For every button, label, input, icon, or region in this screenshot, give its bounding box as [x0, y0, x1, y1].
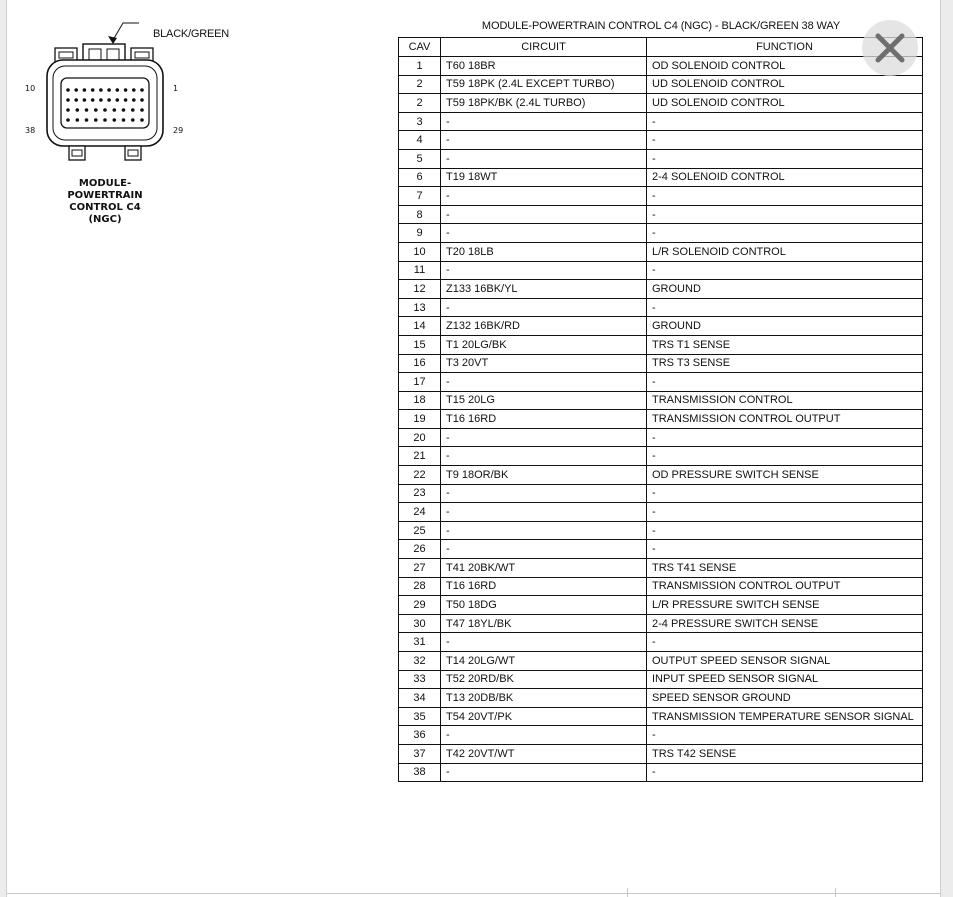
connector-pin — [113, 118, 117, 122]
connector-title — [55, 178, 155, 226]
connector-pin — [113, 108, 117, 112]
connector-pin — [140, 108, 144, 112]
close-button[interactable] — [862, 20, 918, 76]
connector-pin — [85, 118, 89, 122]
cav-cell: 20 — [399, 428, 441, 447]
table-row — [399, 410, 923, 429]
circuit-cell: - — [441, 112, 647, 131]
cav-cell: 29 — [399, 596, 441, 615]
circuit-cell: - — [441, 428, 647, 447]
connector-pin — [99, 98, 103, 102]
circuit-cell: T20 18LB — [441, 242, 647, 261]
connector-pin — [140, 118, 144, 122]
connector-pin — [66, 98, 70, 102]
circuit-cell: - — [441, 763, 647, 782]
circuit-cell: - — [441, 484, 647, 503]
cav-cell: 5 — [399, 149, 441, 168]
circuit-cell: - — [441, 726, 647, 745]
circuit-cell: T42 20VT/WT — [441, 744, 647, 763]
circuit-cell: - — [441, 224, 647, 243]
page-bottom-tick — [627, 888, 628, 897]
cav-cell: 30 — [399, 614, 441, 633]
table-row — [399, 317, 923, 336]
cav-cell: 27 — [399, 559, 441, 578]
function-cell: OD SOLENOID CONTROL — [647, 57, 923, 76]
connector-pin — [116, 88, 120, 92]
function-cell: L/R SOLENOID CONTROL — [647, 242, 923, 261]
table-row — [399, 670, 923, 689]
table-row — [399, 447, 923, 466]
connector-pin — [140, 88, 144, 92]
function-cell: - — [647, 205, 923, 224]
cav-cell: 8 — [399, 205, 441, 224]
function-cell: TRANSMISSION CONTROL OUTPUT — [647, 410, 923, 429]
function-cell: - — [647, 447, 923, 466]
connector-pin — [76, 108, 80, 112]
connector-pin — [131, 108, 135, 112]
document-page — [6, 0, 941, 897]
table-row — [399, 187, 923, 206]
circuit-cell: T16 16RD — [441, 410, 647, 429]
connector-pin — [85, 108, 89, 112]
connector-pin — [122, 118, 126, 122]
cav-cell: 31 — [399, 633, 441, 652]
table-row — [399, 149, 923, 168]
circuit-cell: T3 20VT — [441, 354, 647, 373]
connector-pin — [83, 88, 87, 92]
cav-cell: 25 — [399, 521, 441, 540]
cav-cell: 24 — [399, 503, 441, 522]
pin-label-38: 38 — [25, 126, 36, 135]
connector-pin — [131, 118, 135, 122]
circuit-cell: T59 18PK/BK (2.4L TURBO) — [441, 94, 647, 113]
cav-cell: 37 — [399, 744, 441, 763]
table-row — [399, 131, 923, 150]
table-row — [399, 75, 923, 94]
connector-pin — [99, 88, 103, 92]
function-cell: UD SOLENOID CONTROL — [647, 75, 923, 94]
function-cell: TRANSMISSION CONTROL — [647, 391, 923, 410]
table-row — [399, 577, 923, 596]
cav-cell: 18 — [399, 391, 441, 410]
function-cell: - — [647, 521, 923, 540]
connector-pin — [66, 118, 70, 122]
table-row — [399, 744, 923, 763]
cav-cell: 23 — [399, 484, 441, 503]
connector-title-line: CONTROL C4 — [69, 202, 141, 213]
circuit-cell: - — [441, 373, 647, 392]
table-row — [399, 633, 923, 652]
cav-cell: 16 — [399, 354, 441, 373]
function-cell: 2-4 PRESSURE SWITCH SENSE — [647, 614, 923, 633]
table-row — [399, 428, 923, 447]
cav-cell: 33 — [399, 670, 441, 689]
circuit-cell: T13 20DB/BK — [441, 689, 647, 708]
header-function: FUNCTION — [647, 38, 923, 57]
cav-cell: 6 — [399, 168, 441, 187]
table-row — [399, 354, 923, 373]
cav-cell: 13 — [399, 298, 441, 317]
connector-pin — [74, 88, 78, 92]
connector-pin — [122, 108, 126, 112]
cav-cell: 15 — [399, 335, 441, 354]
cav-cell: 34 — [399, 689, 441, 708]
table-row — [399, 57, 923, 76]
table-row — [399, 242, 923, 261]
cav-cell: 35 — [399, 707, 441, 726]
circuit-cell: Z133 16BK/YL — [441, 280, 647, 299]
table-row — [399, 224, 923, 243]
connector-pin — [83, 98, 87, 102]
function-cell: - — [647, 261, 923, 280]
page-bottom-tick — [835, 888, 836, 897]
circuit-cell: - — [441, 261, 647, 280]
connector-title-line: (NGC) — [88, 214, 122, 225]
connector-pin — [132, 88, 136, 92]
table-row — [399, 596, 923, 615]
table-row — [399, 298, 923, 317]
function-cell: TRANSMISSION TEMPERATURE SENSOR SIGNAL — [647, 707, 923, 726]
circuit-cell: T15 20LG — [441, 391, 647, 410]
cav-cell: 1 — [399, 57, 441, 76]
function-cell: - — [647, 298, 923, 317]
header-circuit: CIRCUIT — [441, 38, 647, 57]
table-row — [399, 559, 923, 578]
circuit-cell: - — [441, 521, 647, 540]
function-cell: - — [647, 484, 923, 503]
table-row — [399, 112, 923, 131]
cav-cell: 36 — [399, 726, 441, 745]
function-cell: INPUT SPEED SENSOR SIGNAL — [647, 670, 923, 689]
connector-pin — [116, 98, 120, 102]
cav-cell: 12 — [399, 280, 441, 299]
function-cell: GROUND — [647, 317, 923, 336]
function-cell: TRANSMISSION CONTROL OUTPUT — [647, 577, 923, 596]
table-header-row — [399, 38, 923, 57]
connector-pin — [107, 98, 111, 102]
close-icon — [873, 31, 907, 65]
table-caption: MODULE-POWERTRAIN CONTROL C4 (NGC) - BLACK/GREEN 38 WAY — [481, 20, 841, 32]
circuit-cell: - — [441, 633, 647, 652]
table-row — [399, 335, 923, 354]
header-cav: CAV — [399, 38, 441, 57]
function-cell: - — [647, 633, 923, 652]
connector-pin — [124, 88, 128, 92]
circuit-cell: T9 18OR/BK — [441, 466, 647, 485]
connector-pin — [66, 88, 70, 92]
table-row — [399, 466, 923, 485]
connector-pin — [74, 98, 78, 102]
circuit-cell: T1 20LG/BK — [441, 335, 647, 354]
function-cell: - — [647, 149, 923, 168]
cav-cell: 38 — [399, 763, 441, 782]
circuit-cell: T59 18PK (2.4L EXCEPT TURBO) — [441, 75, 647, 94]
circuit-cell: - — [441, 187, 647, 206]
function-cell: TRS T1 SENSE — [647, 335, 923, 354]
circuit-cell: T14 20LG/WT — [441, 652, 647, 671]
function-cell: TRS T42 SENSE — [647, 744, 923, 763]
function-cell: - — [647, 131, 923, 150]
circuit-cell: - — [441, 205, 647, 224]
function-cell: - — [647, 763, 923, 782]
function-cell: OD PRESSURE SWITCH SENSE — [647, 466, 923, 485]
table-row — [399, 521, 923, 540]
circuit-cell: T16 16RD — [441, 577, 647, 596]
connector-color-label: BLACK/GREEN — [153, 28, 230, 40]
pin-label-29: 29 — [173, 126, 184, 135]
cav-cell: 32 — [399, 652, 441, 671]
circuit-cell: - — [441, 131, 647, 150]
table-row — [399, 652, 923, 671]
circuit-cell: T47 18YL/BK — [441, 614, 647, 633]
connector-pin — [107, 88, 111, 92]
table-row — [399, 94, 923, 113]
connector-pin — [91, 98, 95, 102]
table-row — [399, 205, 923, 224]
connector-pin — [124, 98, 128, 102]
cav-cell: 10 — [399, 242, 441, 261]
connector-pin — [76, 118, 80, 122]
function-cell: - — [647, 428, 923, 447]
table-row — [399, 168, 923, 187]
circuit-cell: T52 20RD/BK — [441, 670, 647, 689]
connector-pin — [91, 88, 95, 92]
function-cell: - — [647, 726, 923, 745]
table-row — [399, 373, 923, 392]
table-row — [399, 540, 923, 559]
function-cell: OUTPUT SPEED SENSOR SIGNAL — [647, 652, 923, 671]
table-row — [399, 689, 923, 708]
cav-cell: 22 — [399, 466, 441, 485]
connector-pin — [94, 108, 98, 112]
function-cell: - — [647, 112, 923, 131]
connector-title-line: POWERTRAIN — [67, 190, 143, 201]
connector-title-line: MODULE- — [78, 178, 132, 189]
cav-cell: 9 — [399, 224, 441, 243]
circuit-cell: Z132 16BK/RD — [441, 317, 647, 336]
cav-cell: 26 — [399, 540, 441, 559]
function-cell: - — [647, 373, 923, 392]
circuit-cell: T50 18DG — [441, 596, 647, 615]
cav-cell: 21 — [399, 447, 441, 466]
cav-cell: 2 — [399, 94, 441, 113]
connector-pin — [140, 98, 144, 102]
table-row — [399, 503, 923, 522]
table-row — [399, 614, 923, 633]
function-cell: TRS T41 SENSE — [647, 559, 923, 578]
cav-cell: 19 — [399, 410, 441, 429]
cav-cell: 14 — [399, 317, 441, 336]
pinout-table — [398, 37, 923, 782]
function-cell: - — [647, 187, 923, 206]
pin-label-10: 10 — [25, 84, 36, 93]
circuit-cell: T19 18WT — [441, 168, 647, 187]
circuit-cell: T60 18BR — [441, 57, 647, 76]
circuit-cell: - — [441, 149, 647, 168]
circuit-cell: - — [441, 298, 647, 317]
circuit-cell: - — [441, 503, 647, 522]
connector-pin — [103, 118, 107, 122]
circuit-cell: T41 20BK/WT — [441, 559, 647, 578]
circuit-cell: - — [441, 540, 647, 559]
function-cell: UD SOLENOID CONTROL — [647, 94, 923, 113]
connector-pin — [94, 118, 98, 122]
cav-cell: 17 — [399, 373, 441, 392]
page-bottom-rule — [7, 893, 940, 894]
table-row — [399, 391, 923, 410]
function-cell: - — [647, 540, 923, 559]
cav-cell: 7 — [399, 187, 441, 206]
connector-pin — [132, 98, 136, 102]
table-row — [399, 280, 923, 299]
cav-cell: 2 — [399, 75, 441, 94]
function-cell: 2-4 SOLENOID CONTROL — [647, 168, 923, 187]
table-row — [399, 726, 923, 745]
cav-cell: 4 — [399, 131, 441, 150]
cav-cell: 28 — [399, 577, 441, 596]
function-cell: TRS T3 SENSE — [647, 354, 923, 373]
function-cell: - — [647, 503, 923, 522]
cav-cell: 11 — [399, 261, 441, 280]
circuit-cell: - — [441, 447, 647, 466]
function-cell: L/R PRESSURE SWITCH SENSE — [647, 596, 923, 615]
cav-cell: 3 — [399, 112, 441, 131]
pin-label-1: 1 — [173, 84, 179, 93]
table-row — [399, 763, 923, 782]
table-row — [399, 261, 923, 280]
function-cell: - — [647, 224, 923, 243]
connector-pin — [66, 108, 70, 112]
table-row — [399, 707, 923, 726]
circuit-cell: T54 20VT/PK — [441, 707, 647, 726]
connector-pin — [103, 108, 107, 112]
function-cell: GROUND — [647, 280, 923, 299]
table-row — [399, 484, 923, 503]
function-cell: SPEED SENSOR GROUND — [647, 689, 923, 708]
